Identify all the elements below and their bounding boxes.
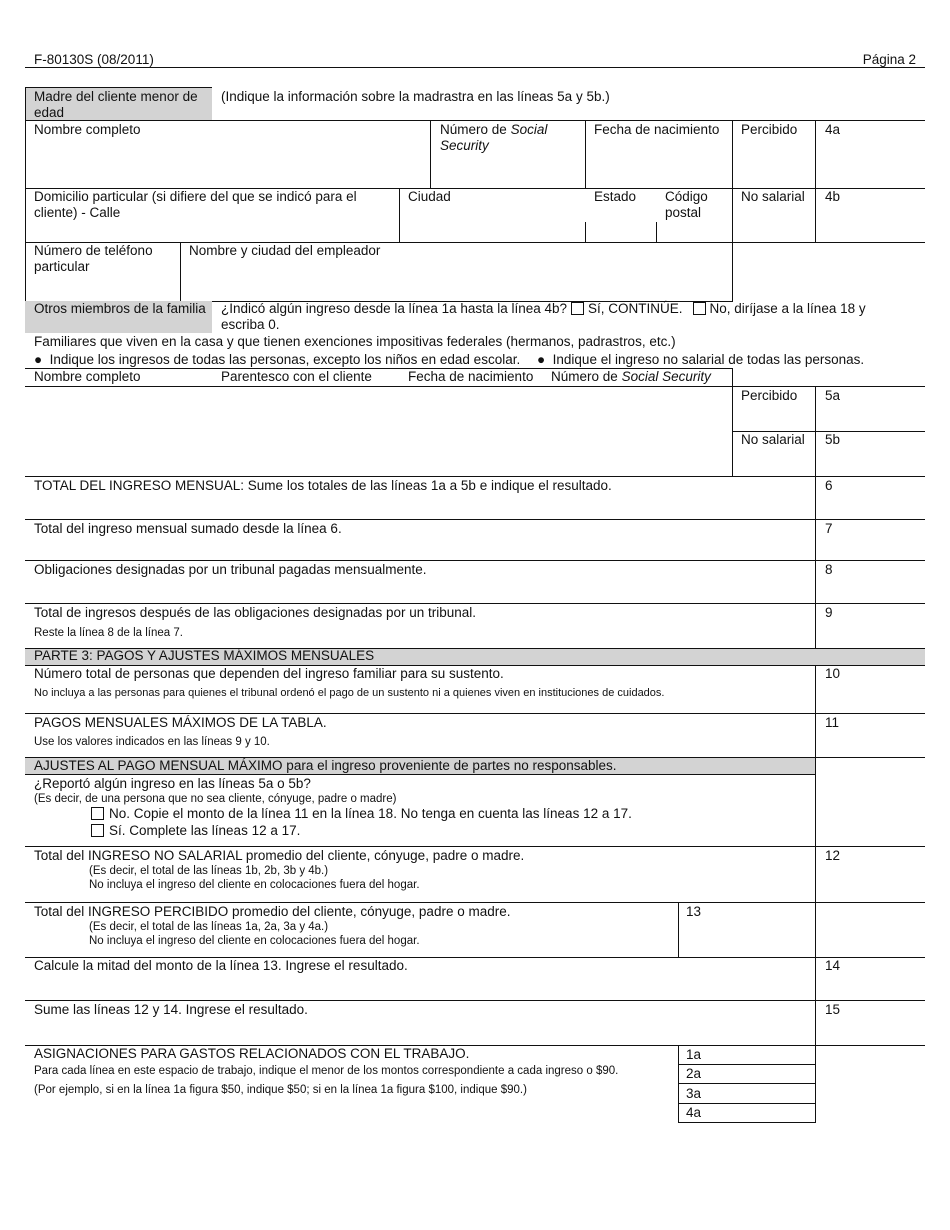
rule xyxy=(180,242,181,302)
line-5b-label: 5b xyxy=(825,432,841,447)
rule xyxy=(25,1000,925,1001)
madre-nombre-label: Nombre completo xyxy=(34,122,141,137)
rule xyxy=(585,222,586,242)
line-14-text: Calcule la mitad del monto de la línea 13. Ingrese el resultado. xyxy=(34,958,408,973)
rule xyxy=(815,665,816,1123)
form-code: F-80130S (08/2011) xyxy=(34,52,154,67)
rule xyxy=(815,120,816,242)
rule xyxy=(430,120,431,189)
rule xyxy=(25,846,925,847)
page-number: Página 2 xyxy=(862,52,916,67)
asignaciones-text: ASIGNACIONES PARA GASTOS RELACIONADOS CON EL TRABAJO. xyxy=(34,1046,470,1061)
line-14-label: 14 xyxy=(825,958,841,973)
madre-no-salarial-label: No salarial xyxy=(741,189,805,204)
line-6-text: TOTAL DEL INGRESO MENSUAL: Sume los totales de las líneas 1a a 5b e indique el resultado. xyxy=(34,478,612,493)
bullet-2: ● Indique el ingreso no salarial de todas las personas. xyxy=(537,352,865,367)
asignaciones-sub-2: (Por ejemplo, si en la línea 1a figura $50, indique $50; si en la línea 1a figura $100, indique $90.) xyxy=(34,1084,527,1096)
si-continue-checkbox[interactable] xyxy=(571,302,584,315)
col-nombre: Nombre completo xyxy=(34,369,141,384)
line-9-label: 9 xyxy=(825,605,833,620)
line-11-label: 11 xyxy=(825,715,840,730)
rule xyxy=(732,120,733,302)
col-ssn: Número de Social Security xyxy=(551,369,711,384)
familiares-text: Familiares que viven en la casa y que tienen exenciones impositivas federales (hermanos, padrastros, etc.) xyxy=(34,334,676,349)
ajustes-question: ¿Reportó algún ingreso en las líneas 5a o 5b? xyxy=(34,776,311,791)
header-rule xyxy=(25,67,925,68)
col-fecha: Fecha de nacimiento xyxy=(408,369,534,384)
line-12-sub-2: No incluya el ingreso del cliente en colocaciones fuera del hogar. xyxy=(89,879,420,891)
line-10-label: 10 xyxy=(825,666,841,681)
asignaciones-sub-1: Para cada línea en este espacio de trabajo, indique el menor de los montos correspondiente a cada ingreso o $90. xyxy=(34,1065,619,1077)
rule xyxy=(25,774,815,775)
rule xyxy=(25,386,925,387)
asign-line-4a: 4a xyxy=(686,1105,702,1120)
madre-section-label: Madre del cliente menor de edad xyxy=(34,89,198,120)
line-4b-label: 4b xyxy=(825,189,841,204)
line-7-label: 7 xyxy=(825,521,833,536)
rule xyxy=(25,519,925,520)
parte3-header: PARTE 3: PAGOS Y AJUSTES MÁXIMOS MENSUALES xyxy=(34,648,375,663)
rule xyxy=(585,120,586,189)
rule xyxy=(25,713,925,714)
line-11-sub: Use los valores indicados en las líneas 9 y 10. xyxy=(34,736,270,748)
ajustes-si-checkbox[interactable] xyxy=(91,824,104,837)
rule xyxy=(732,368,733,476)
line-13-label: 13 xyxy=(686,904,702,919)
line-6-label: 6 xyxy=(825,478,833,493)
line-13-sub-1: (Es decir, el total de las líneas 1a, 2a, 3a y 4a.) xyxy=(89,921,329,933)
line-8-label: 8 xyxy=(825,562,833,577)
line-5a-label: 5a xyxy=(825,388,841,403)
line-7-text: Total del ingreso mensual sumado desde la línea 6. xyxy=(34,521,342,536)
line-12-text: Total del INGRESO NO SALARIAL promedio del cliente, cónyuge, padre o madre. xyxy=(34,848,525,863)
line-8-text: Obligaciones designadas por un tribunal pagadas mensualmente. xyxy=(34,562,427,577)
ajustes-no-checkbox[interactable] xyxy=(91,807,104,820)
madre-ciudad-label: Ciudad xyxy=(408,189,451,204)
madre-fecha-label: Fecha de nacimiento xyxy=(594,122,720,137)
line-10-sub: No incluya a las personas para quienes el tribunal ordenó el pago de un sustento ni a quienes viven en instituciones de cuidados. xyxy=(34,687,665,699)
rule xyxy=(678,1083,816,1084)
no-line-18-checkbox[interactable] xyxy=(693,302,706,315)
rule xyxy=(678,1045,679,1123)
madre-domicilio-label: Domicilio particular (si difiere del que se indicó para el cliente) - Calle xyxy=(34,189,357,220)
madre-telefono-label: Número de teléfono particular xyxy=(34,243,153,274)
madre-empleador-label: Nombre y ciudad del empleador xyxy=(189,243,381,258)
otros-question: ¿Indicó algún ingreso desde la línea 1a hasta la línea 4b? Sí, CONTINÚE. No, diríjase a la línea 18 y escriba 0. xyxy=(221,301,866,332)
line-15-label: 15 xyxy=(825,1002,841,1017)
bullet-1: ● Indique los ingresos de todas las personas, excepto los niños en edad escolar. xyxy=(34,352,521,367)
asign-line-2a: 2a xyxy=(686,1066,702,1081)
rule xyxy=(678,1064,816,1065)
line-11-text: PAGOS MENSUALES MÁXIMOS DE LA TABLA. xyxy=(34,715,327,730)
line-9-sub: Reste la línea 8 de la línea 7. xyxy=(34,627,183,639)
rule xyxy=(25,476,925,477)
otros-no-salarial-label: No salarial xyxy=(741,432,805,447)
col-parentesco: Parentesco con el cliente xyxy=(221,369,372,384)
line-13-text: Total del INGRESO PERCIBIDO promedio del cliente, cónyuge, padre o madre. xyxy=(34,904,511,919)
rule xyxy=(678,902,679,957)
rule xyxy=(656,222,657,242)
madre-instruction: (Indique la información sobre la madrastra en las líneas 5a y 5b.) xyxy=(221,89,610,104)
line-13-sub-2: No incluya el ingreso del cliente en colocaciones fuera del hogar. xyxy=(89,935,420,947)
madre-ssn-label-2: Security xyxy=(440,138,489,153)
rule xyxy=(25,87,26,302)
rule xyxy=(25,603,925,604)
asign-line-3a: 3a xyxy=(686,1086,702,1101)
rule xyxy=(399,188,400,242)
rule xyxy=(25,902,925,903)
rule xyxy=(25,560,925,561)
asign-line-1a: 1a xyxy=(686,1047,702,1062)
line-10-text: Número total de personas que dependen del ingreso familiar para su sustento. xyxy=(34,666,504,681)
otros-percibido-label: Percibido xyxy=(741,388,798,403)
ajustes-header: AJUSTES AL PAGO MENSUAL MÁXIMO para el ingreso proveniente de partes no responsables. xyxy=(34,758,617,773)
line-12-label: 12 xyxy=(825,848,841,863)
ajustes-no-label: No. Copie el monto de la línea 11 en la línea 18. No tenga en cuenta las líneas 12 a 17. xyxy=(109,806,632,821)
line-4a-label: 4a xyxy=(825,122,841,137)
rule xyxy=(678,1122,816,1123)
madre-ssn-label: Número de Social xyxy=(440,122,548,137)
rule xyxy=(678,1103,816,1104)
line-15-text: Sume las líneas 12 y 14. Ingrese el resultado. xyxy=(34,1002,308,1017)
madre-percibido-label: Percibido xyxy=(741,122,798,137)
rule xyxy=(25,87,212,88)
otros-section-label: Otros miembros de la familia xyxy=(34,301,206,316)
madre-codigo-postal-label: Código postal xyxy=(665,189,708,220)
ajustes-question-sub: (Es decir, de una persona que no sea cliente, cónyuge, padre o madre) xyxy=(34,793,397,805)
line-12-sub-1: (Es decir, el total de las líneas 1b, 2b, 3b y 4b.) xyxy=(89,865,329,877)
line-9-text: Total de ingresos después de las obligaciones designadas por un tribunal. xyxy=(34,605,477,620)
ajustes-si-label: Sí. Complete las líneas 12 a 17. xyxy=(109,823,301,838)
madre-estado-label: Estado xyxy=(594,189,637,204)
rule xyxy=(815,476,816,648)
